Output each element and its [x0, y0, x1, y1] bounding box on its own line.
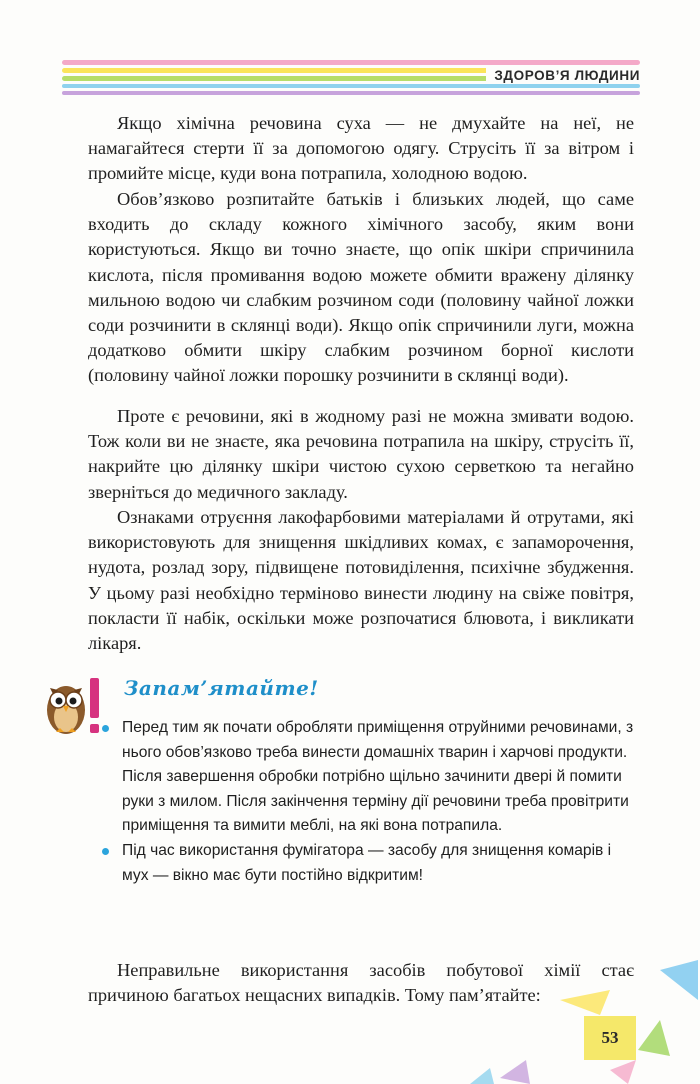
list-item — [100, 839, 636, 888]
stripe-pink — [62, 60, 640, 65]
deco-shape-blue-2 — [470, 1068, 494, 1084]
deco-shape-blue — [660, 960, 698, 1000]
paragraph-1: Якщо хімічна речовина суха — не дмухайте на неї, не намагайтеся стерти її за допомогою одягу. Струсіть її за вітром і промийте місце, куди вона потрапила, холодною водою. — [88, 113, 634, 184]
deco-shape-purple — [500, 1060, 530, 1084]
remember-title: Запам’ятайте! — [124, 676, 319, 700]
remember-list — [100, 716, 636, 888]
deco-shape-pink — [610, 1060, 636, 1084]
page-number: 53 — [584, 1016, 636, 1060]
list-item-text: Перед тим як почати обробляти приміщення отруйними речовинами, з нього обов’язково треба винести домашніх тварин і харчові продукти. Після завершення обробки потрібно щільно зачинити двері й помити руки з милом. Після закінчення терміну дії речовини треба провітрити приміщення та вимити меблі, на які вона потрапила. — [122, 719, 634, 835]
deco-shape-yellow — [560, 990, 610, 1015]
closing-paragraph: Неправильне використання засобів побутової хімії стає причиною багатьох нещасних випадків. Тому пам’ятайте: — [88, 960, 634, 1006]
section-title: ЗДОРОВ’Я ЛЮДИНИ — [486, 68, 640, 83]
paragraph-2: Обов’язково розпитайте батьків і близьких людей, що саме входить до складу кожного хімічного засобу, яким вони користуються. Якщо ви точно знаєте, що опік шкіри спричинила кислота, після промивання водою можете обмити вражену ділянку мильною водою чи слабким розчином соди (половину чайної ложки соди розчинити в склянці води). Якщо опік спричинили луги, можна додатково обмити шкіру слабким розчином борної кислоти (половину чайної ложки порошку розчинити в склянці води). — [88, 189, 634, 386]
bullet-dot — [102, 848, 109, 855]
list-item — [100, 716, 636, 839]
stripe-purple — [62, 91, 640, 95]
paragraph-4: Ознаками отруєння лакофарбовими матеріалами й отрутами, які використовують для знищення шкідливих комах, є запаморочення, нудота, розлад зору, підвищене потовиділення, психічне збудження. У цьому разі необхідно терміново винести людину на свіже повітря, покласти її набік, оскільки може розпочатися блювота, і викликати лікаря. — [88, 507, 634, 654]
owl-icon — [42, 670, 106, 740]
paragraph-3: Проте є речовини, які в жодному разі не можна змивати водою. Тож коли ви не знаєте, яка речовина потрапила на шкіру, струсіть її, накрийте цю ділянку шкіри чистою сухою серветкою та негайно зверніться до медичного закладу. — [88, 406, 634, 502]
bullet-dot — [102, 725, 109, 732]
corner-decoration — [460, 960, 700, 1084]
stripe-blue — [62, 84, 640, 88]
deco-shape-green — [638, 1020, 670, 1056]
list-item-text: Під час використання фумігатора — засобу для знищення комарів і мух — вікно має бути постійно відкритим! — [122, 841, 612, 884]
